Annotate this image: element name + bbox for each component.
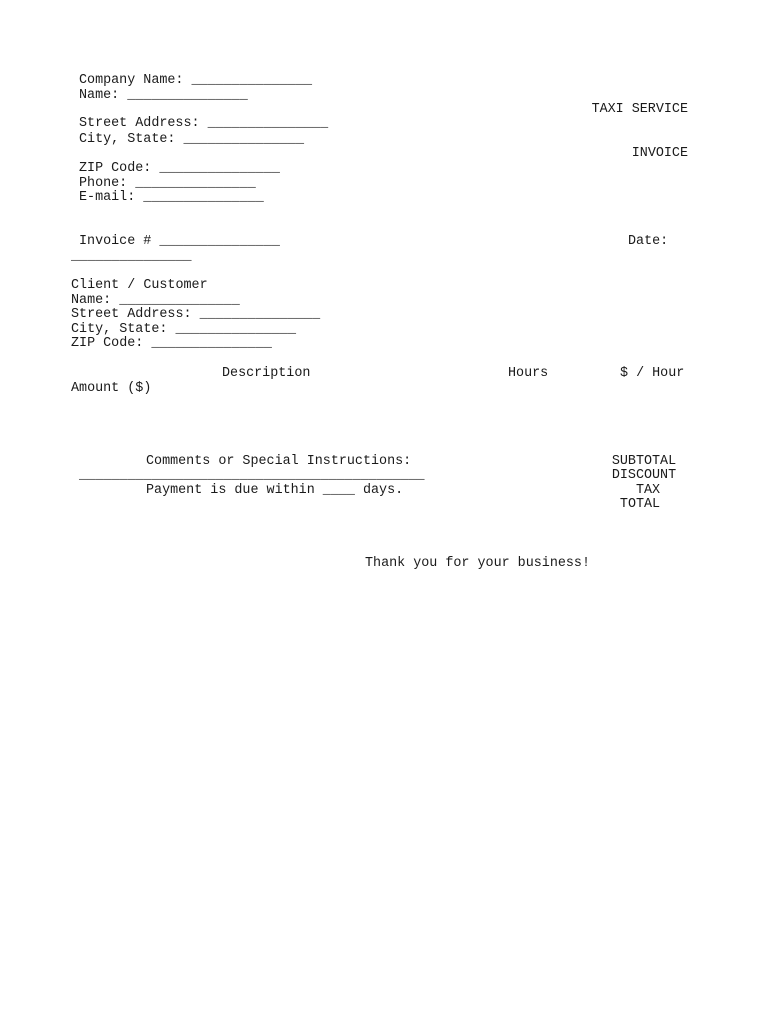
company-email-field: E-mail: _______________ <box>79 190 264 205</box>
company-city-state-field: City, State: _______________ <box>79 132 304 147</box>
client-zip-code-field: ZIP Code: _______________ <box>71 336 272 351</box>
invoice-title: INVOICE <box>631 146 688 161</box>
subtotal-label: SUBTOTAL <box>611 454 677 469</box>
comments-line: ___________________________________________ <box>79 468 425 483</box>
comments-heading: Comments or Special Instructions: <box>146 454 412 469</box>
invoice-number-field: Invoice # _______________ <box>79 234 280 249</box>
tax-label: TAX <box>635 483 661 498</box>
column-header-rate: $ / Hour <box>620 366 685 381</box>
company-phone-field: Phone: _______________ <box>79 176 256 191</box>
client-heading: Client / Customer <box>71 278 208 293</box>
total-label: TOTAL <box>619 497 661 512</box>
column-header-hours: Hours <box>508 366 549 381</box>
company-name-field: Company Name: _______________ <box>79 73 313 88</box>
payment-terms: Payment is due within ____ days. <box>146 483 404 498</box>
client-name-field: Name: _______________ <box>71 293 240 308</box>
column-header-description: Description <box>222 366 311 381</box>
client-city-state-field: City, State: _______________ <box>71 322 296 337</box>
thank-you-message: Thank you for your business! <box>365 556 590 571</box>
invoice-date-label: Date: <box>628 234 669 249</box>
invoice-date-blank: _______________ <box>71 249 192 264</box>
client-street-address-field: Street Address: _______________ <box>71 307 321 322</box>
company-street-address-field: Street Address: _______________ <box>79 116 329 131</box>
discount-label: DISCOUNT <box>611 468 677 483</box>
service-title: TAXI SERVICE <box>591 102 688 117</box>
company-zip-code-field: ZIP Code: _______________ <box>79 161 280 176</box>
company-contact-name-field: Name: _______________ <box>79 88 248 103</box>
column-header-amount: Amount ($) <box>71 381 152 396</box>
